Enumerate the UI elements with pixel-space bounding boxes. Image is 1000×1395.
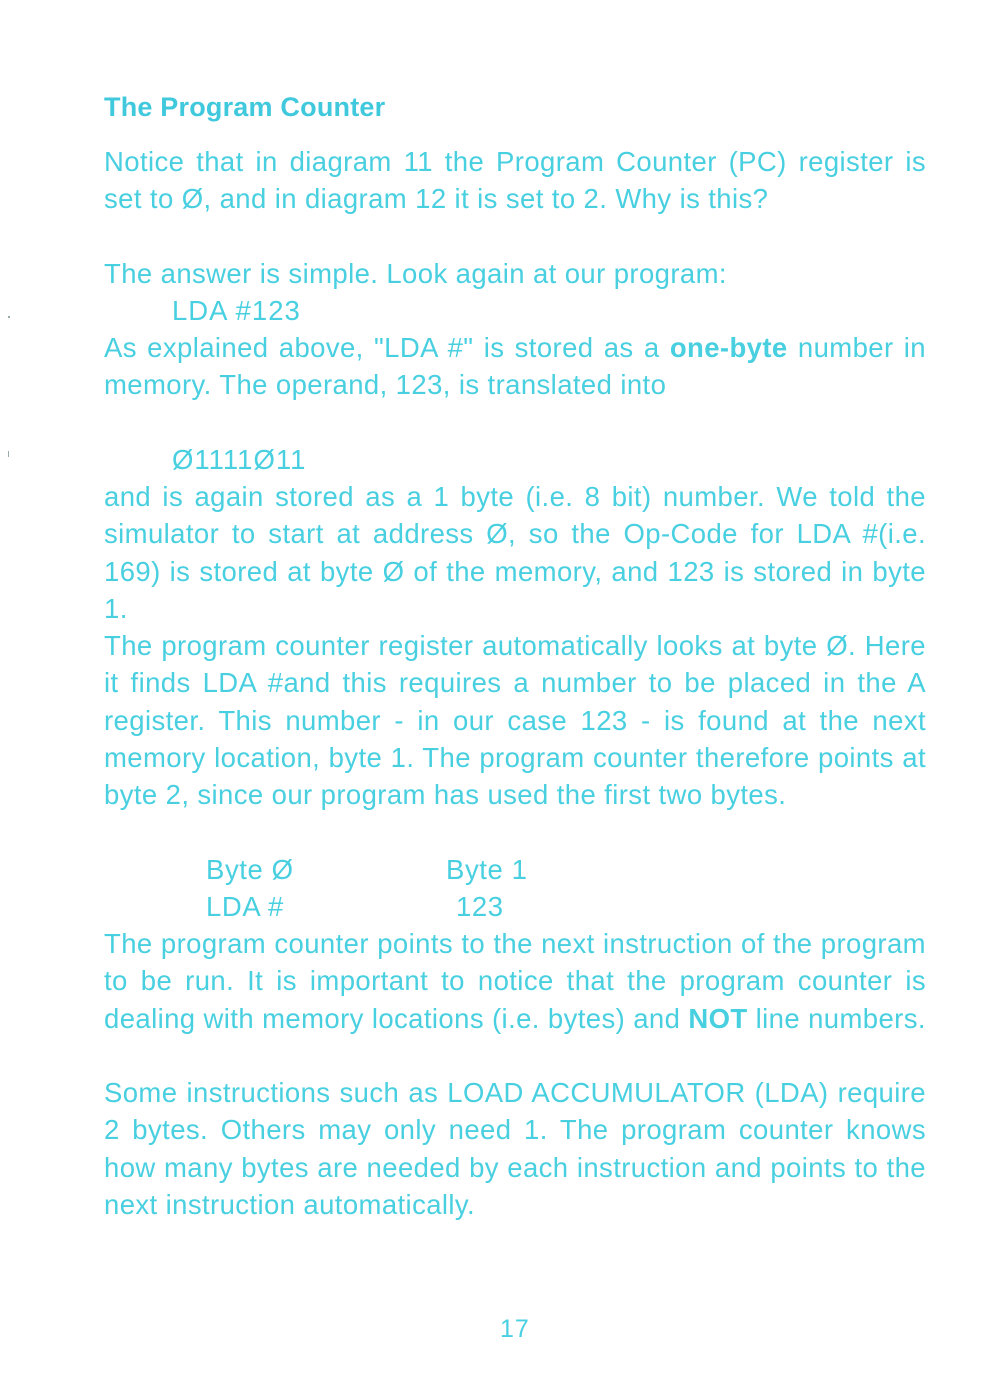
byte-table-value-byte-0: LDA #: [206, 891, 284, 922]
code-line-binary: Ø1111Ø11: [172, 444, 307, 475]
paragraph-explained-part-2: number in memory. The operand, 123, is translated into: [104, 332, 926, 401]
section-heading: The Program Counter: [104, 92, 386, 122]
paragraph-instruction-bytes: Some instructions such as LOAD ACCUMULATOR (LDA) require 2 bytes. Others may only need 1. The program counter knows how many bytes are needed by each instruction and points to the next instruction automatically.: [104, 1077, 926, 1220]
page-number: 17: [500, 1315, 530, 1343]
margin-speck: [8, 451, 9, 457]
paragraph-explained: [104, 329, 926, 404]
byte-table-header-byte-1: Byte 1: [446, 854, 528, 885]
paragraph-next-instruction-part-1: The program counter points to the next instruction of the program to be run. It is important to notice that the program counter is dealing with memory locations (i.e. bytes) and: [104, 928, 926, 1034]
emphasis-not: NOT: [688, 1002, 748, 1034]
code-line-lda: LDA #123: [172, 295, 301, 326]
byte-table-value-byte-1: 123: [456, 891, 504, 922]
paragraph-intro: Notice that in diagram 11 the Program Counter (PC) register is set to Ø, and in diagram 12 it is set to 2. Why is this?: [104, 146, 926, 215]
paragraph-answer: The answer is simple. Look again at our program:: [104, 258, 727, 289]
paragraph-next-instruction: [104, 925, 926, 1037]
paragraph-stored: and is again stored as a 1 byte (i.e. 8 bit) number. We told the simulator to start at address Ø, so the Op-Code for LDA #(i.e. 169) is stored at byte Ø of the memory, and 123 is stored in byte 1.: [104, 481, 926, 624]
paragraph-next-instruction-part-2: line numbers.: [747, 1002, 926, 1034]
paragraph-program-counter: The program counter register automatically looks at byte Ø. Here it finds LDA #and this requires a number to be placed in the A register. This number - in our case 123 - is found at the next memory location, byte 1. The program counter therefore points at byte 2, since our program has used the first two bytes.: [104, 630, 926, 811]
paragraph-explained-part-1: As explained above, "LDA #" is stored as a: [104, 332, 670, 363]
emphasis-one-byte: one-byte: [669, 332, 788, 363]
byte-table-header-byte-0: Byte Ø: [206, 854, 294, 885]
margin-speck: [8, 316, 10, 318]
